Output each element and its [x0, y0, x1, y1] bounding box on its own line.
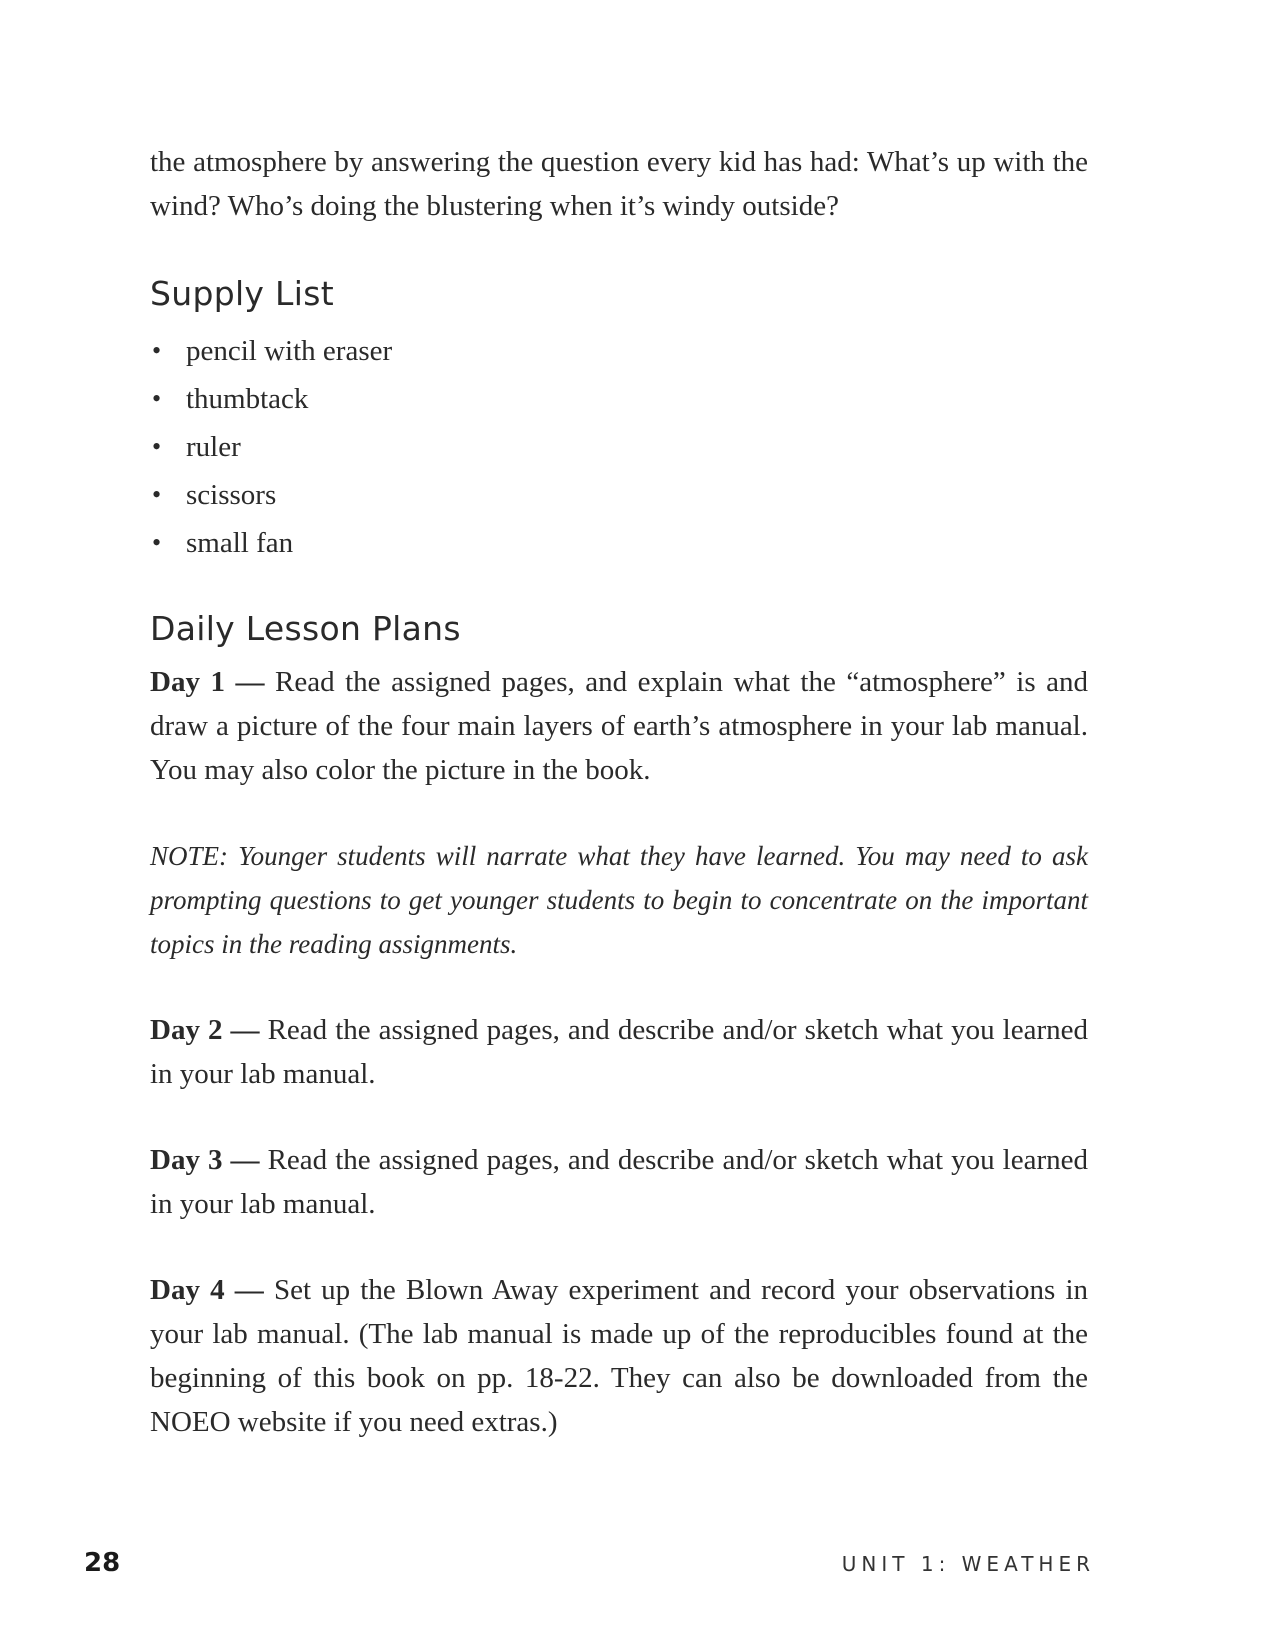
supply-item-label: pencil with eraser	[186, 335, 393, 367]
day-4-label: Day 4 —	[150, 1274, 264, 1306]
list-item	[150, 327, 1088, 375]
day-3-text: Read the assigned pages, and describe and/or sketch what you learned in your lab manual.	[150, 1144, 1088, 1220]
bullet-icon: •	[152, 480, 162, 509]
day-1-text: Read the assigned pages, and explain what the “atmosphere” is and draw a picture of the four main layers of earth’s atmosphere in your lab manual. You may also color the picture in the book.	[150, 666, 1089, 786]
day-2-label: Day 2 —	[150, 1014, 260, 1046]
bullet-icon: •	[152, 432, 162, 461]
running-footer-title: UNIT 1: WEATHER	[841, 1552, 1095, 1576]
supply-list-heading: Supply List	[150, 274, 334, 313]
supply-item-label: ruler	[186, 431, 241, 463]
supply-list	[150, 327, 1088, 567]
page-number: 28	[84, 1548, 121, 1578]
page-content	[150, 140, 1088, 1444]
list-item	[150, 519, 1088, 567]
supply-item-label: thumbtack	[186, 383, 309, 415]
day-2-paragraph	[150, 1008, 1088, 1096]
list-item	[150, 375, 1088, 423]
supply-item-label: small fan	[186, 527, 294, 559]
day-1-paragraph	[150, 660, 1088, 792]
bullet-icon: •	[152, 384, 162, 413]
day-3-paragraph	[150, 1138, 1088, 1226]
list-item	[150, 423, 1088, 471]
bullet-icon: •	[152, 528, 162, 557]
day-3-label: Day 3 —	[150, 1144, 260, 1176]
day-1-label: Day 1 —	[150, 666, 265, 698]
day-2-text: Read the assigned pages, and describe and/or sketch what you learned in your lab manual.	[150, 1014, 1088, 1090]
day-4-paragraph	[150, 1268, 1088, 1444]
supply-item-label: scissors	[186, 479, 277, 511]
list-item	[150, 471, 1088, 519]
daily-lesson-plans-heading: Daily Lesson Plans	[150, 609, 461, 648]
note-paragraph: NOTE: Younger students will narrate what they have learned. You may need to ask prompting questions to get younger students to begin to concentrate on the important topics in the reading assignments.	[150, 841, 1088, 959]
day-4-text: Set up the Blown Away experiment and record your observations in your lab manual. (The lab manual is made up of the reproducibles found at the beginning of this book on pp. 18-22. They can also be downloaded from the NOEO website if you need extras.)	[150, 1274, 1089, 1438]
intro-paragraph: the atmosphere by answering the question every kid has had: What’s up with the wind? Who’s doing the blustering when it’s windy outside?	[150, 146, 1088, 222]
bullet-icon: •	[152, 336, 162, 365]
